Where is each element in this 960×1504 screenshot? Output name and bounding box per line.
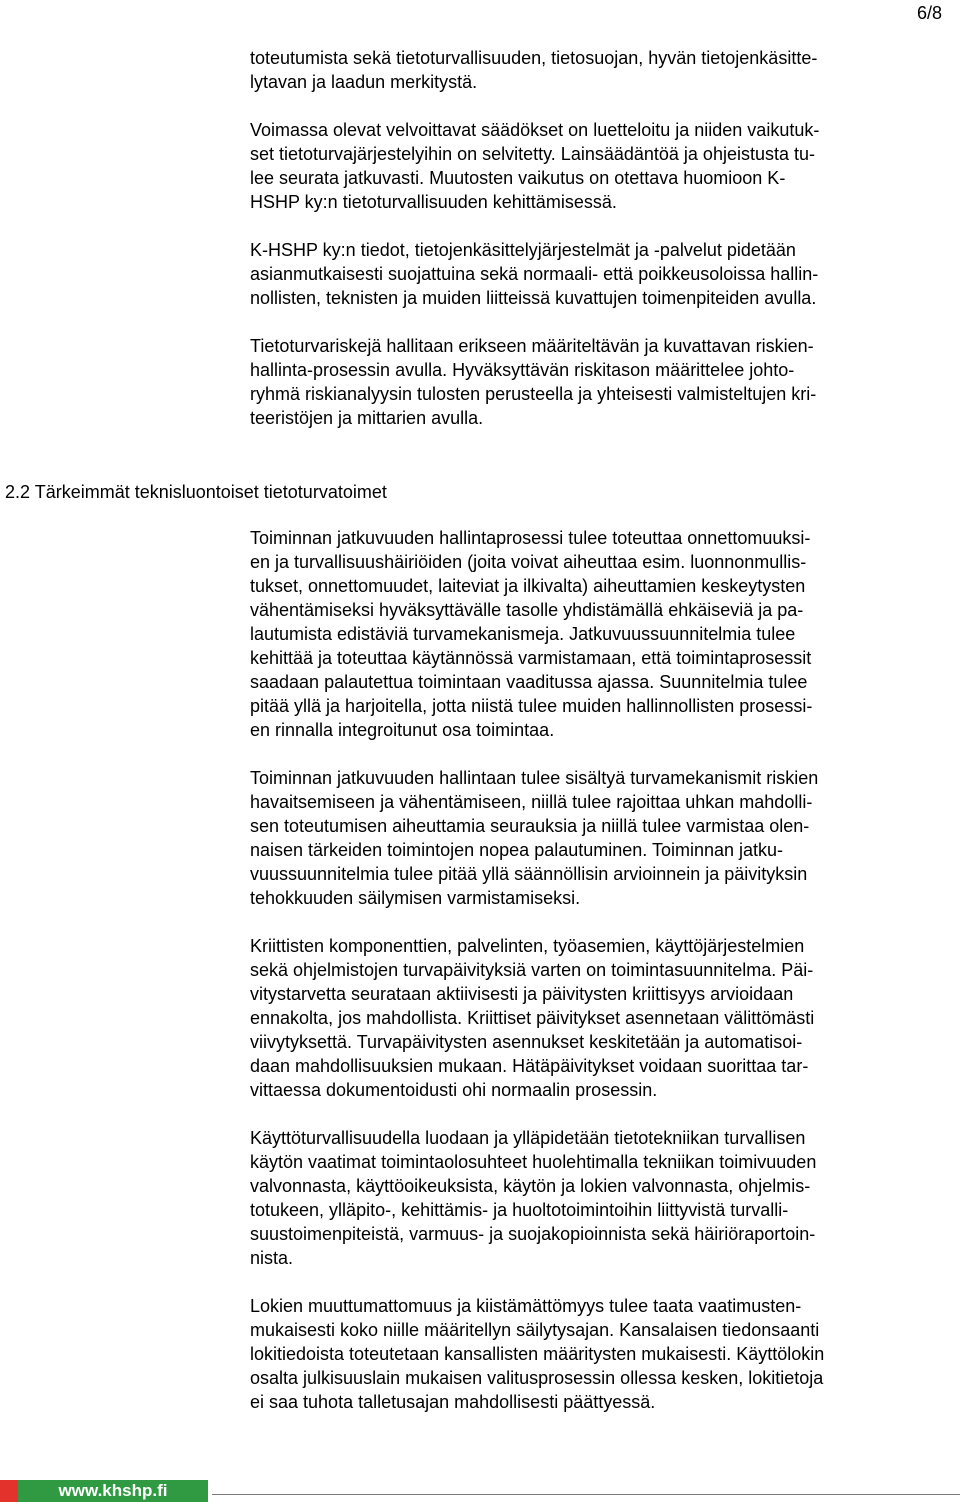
footer-logo: [0, 1480, 208, 1502]
paragraph-line: sekä ohjelmistojen turvapäivityksiä varten on toimintasuunnitelma. Päi-: [250, 960, 814, 980]
paragraph-line: vähentämiseksi hyväksyttävälle tasolle yhdistämällä ehkäiseviä ja pa-: [250, 600, 804, 620]
paragraph-line: HSHP ky:n tietoturvallisuuden kehittämisessä.: [250, 192, 617, 212]
paragraph-line: tukset, onnettomuudet, laiteviat ja ilkivalta) aiheuttamien keskeytysten: [250, 576, 806, 596]
paragraph-line: tehokkuuden säilymisen varmistamiseksi.: [250, 888, 581, 908]
paragraph-line: Kriittisten komponenttien, palvelinten, työasemien, käyttöjärjestelmien: [250, 936, 805, 956]
paragraph-security-updates: [250, 934, 920, 1102]
paragraph-line: teeristöjen ja mittarien avulla.: [250, 408, 484, 428]
paragraph-line: daan mahdollisuuksien mukaan. Hätäpäivitykset voidaan suorittaa tar-: [250, 1056, 809, 1076]
paragraph-line: kehittää ja toteuttaa käytännössä varmistamaan, että toimintaprosessit: [250, 648, 812, 668]
paragraph-line: ei saa tuhota talletusajan mahdollisesti päättyessä.: [250, 1392, 656, 1412]
paragraph-line: käytön vaatimat toimintaolosuhteet huolehtimalla tekniikan toimivuuden: [250, 1152, 817, 1172]
paragraph-line: en rinnalla integroitunut osa toimintaa.: [250, 720, 555, 740]
paragraph-line: toteutumista sekä tietoturvallisuuden, tietosuojan, hyvän tietojenkäsitte-: [250, 48, 818, 68]
paragraph-line: ennakolta, jos mahdollista. Kriittiset päivitykset asennetaan välittömästi: [250, 1008, 815, 1028]
paragraph-line: nollisten, teknisten ja muiden liitteissä kuvattujen toimenpiteiden avulla.: [250, 288, 817, 308]
paragraph-line: valvonnasta, käyttöoikeuksista, käytön ja lokien valvonnasta, ohjelmis-: [250, 1176, 811, 1196]
paragraph-line: lokitiedoista toteutetaan kansallisten määritysten mukaisesti. Käyttölokin: [250, 1344, 825, 1364]
paragraph-line: naisen tärkeiden toimintojen nopea palautuminen. Toiminnan jatku-: [250, 840, 784, 860]
paragraph-line: en ja turvallisuushäiriöiden (joita voivat aiheuttaa esim. luonnonmullis-: [250, 552, 807, 572]
page-footer: [0, 1478, 960, 1504]
paragraph-line: pitää yllä ja harjoitella, jotta niistä tulee muiden hallinnollisten prosessi-: [250, 696, 813, 716]
paragraph-line: Toiminnan jatkuvuuden hallintaan tulee sisältyä turvamekanismit riskien: [250, 768, 819, 788]
paragraph-continuity-process: [250, 526, 920, 742]
paragraph-legislation: [250, 118, 920, 214]
section-heading: 2.2 Tärkeimmät teknisluontoiset tietoturvatoimet: [5, 482, 387, 502]
footer-divider: [212, 1494, 960, 1495]
paragraph-line: saadaan palautettua toimintaan vaaditussa ajassa. Suunnitelmia tulee: [250, 672, 808, 692]
paragraph-line: K-HSHP ky:n tiedot, tietojenkäsittelyjärjestelmät ja -palvelut pidetään: [250, 240, 796, 260]
paragraph-line: vuussuunnitelmia tulee pitää yllä säännöllisin arvioinnein ja päivityksin: [250, 864, 808, 884]
paragraph-line: lytavan ja laadun merkitystä.: [250, 72, 478, 92]
paragraph-line: viivytyksettä. Turvapäivitysten asennukset keskitetään ja automatisoi-: [250, 1032, 803, 1052]
paragraph-line: osalta julkisuuslain mukaisen valitusprosessin ollessa kesken, lokitietoja: [250, 1368, 824, 1388]
paragraph-line: ryhmä riskianalyysin tulosten perusteella ja yhteisesti valmisteltujen kri-: [250, 384, 817, 404]
paragraph-operational-security: [250, 1126, 920, 1270]
paragraph-line: hallinta-prosessin avulla. Hyväksyttävän riskitason määrittelee johto-: [250, 360, 795, 380]
paragraph-line: vitystarvetta seurataan aktiivisesti ja päivitysten kriittisyys arvioidaan: [250, 984, 794, 1004]
paragraph-line: Lokien muuttumattomuus ja kiistämättömyys tulee taata vaatimusten-: [250, 1296, 802, 1316]
paragraph-line: Käyttöturvallisuudella luodaan ja ylläpidetään tietotekniikan turvallisen: [250, 1128, 806, 1148]
paragraph-quality-awareness: [250, 46, 920, 94]
paragraph-data-protection: [250, 238, 920, 310]
paragraph-line: totukeen, ylläpito-, kehittämis- ja huoltotoimintoihin liittyvistä turvalli-: [250, 1200, 789, 1220]
paragraph-continuity-mechanisms: [250, 766, 920, 910]
footer-website[interactable]: www.khshp.fi: [18, 1480, 208, 1502]
logo-mark: [0, 1480, 18, 1502]
paragraph-line: lautumista edistäviä turvamekanismeja. Jatkuvuussuunnitelmia tulee: [250, 624, 796, 644]
paragraph-line: lee seurata jatkuvasti. Muutosten vaikutus on otettava huomioon K-: [250, 168, 786, 188]
paragraph-line: nista.: [250, 1248, 294, 1268]
paragraph-line: Voimassa olevat velvoittavat säädökset on luetteloitu ja niiden vaikutuk-: [250, 120, 820, 140]
paragraph-line: asianmutkaisesti suojattuina sekä normaali- että poikkeusoloissa hallin-: [250, 264, 819, 284]
paragraph-line: suustoimenpiteistä, varmuus- ja suojakopioinnista sekä häiriöraportoin-: [250, 1224, 816, 1244]
paragraph-line: Toiminnan jatkuvuuden hallintaprosessi tulee toteuttaa onnettomuuksi-: [250, 528, 811, 548]
paragraph-line: havaitsemiseen ja vähentämiseen, niillä tulee rajoittaa uhkan mahdolli-: [250, 792, 813, 812]
paragraph-line: mukaisesti koko niille määritellyn säilytysajan. Kansalaisen tiedonsaanti: [250, 1320, 820, 1340]
paragraph-risk-management: [250, 334, 920, 430]
paragraph-log-integrity: [250, 1294, 920, 1414]
paragraph-line: vittaessa dokumentoidusti ohi normaalin prosessin.: [250, 1080, 658, 1100]
paragraph-line: set tietoturvajärjestelyihin on selvitetty. Lainsäädäntöä ja ohjeistusta tu-: [250, 144, 815, 164]
page-number: 6/8: [916, 3, 942, 23]
paragraph-line: sen toteutumisen aiheuttamia seurauksia ja niillä tulee varmistaa olen-: [250, 816, 810, 836]
paragraph-line: Tietoturvariskejä hallitaan erikseen määriteltävän ja kuvattavan riskien-: [250, 336, 814, 356]
